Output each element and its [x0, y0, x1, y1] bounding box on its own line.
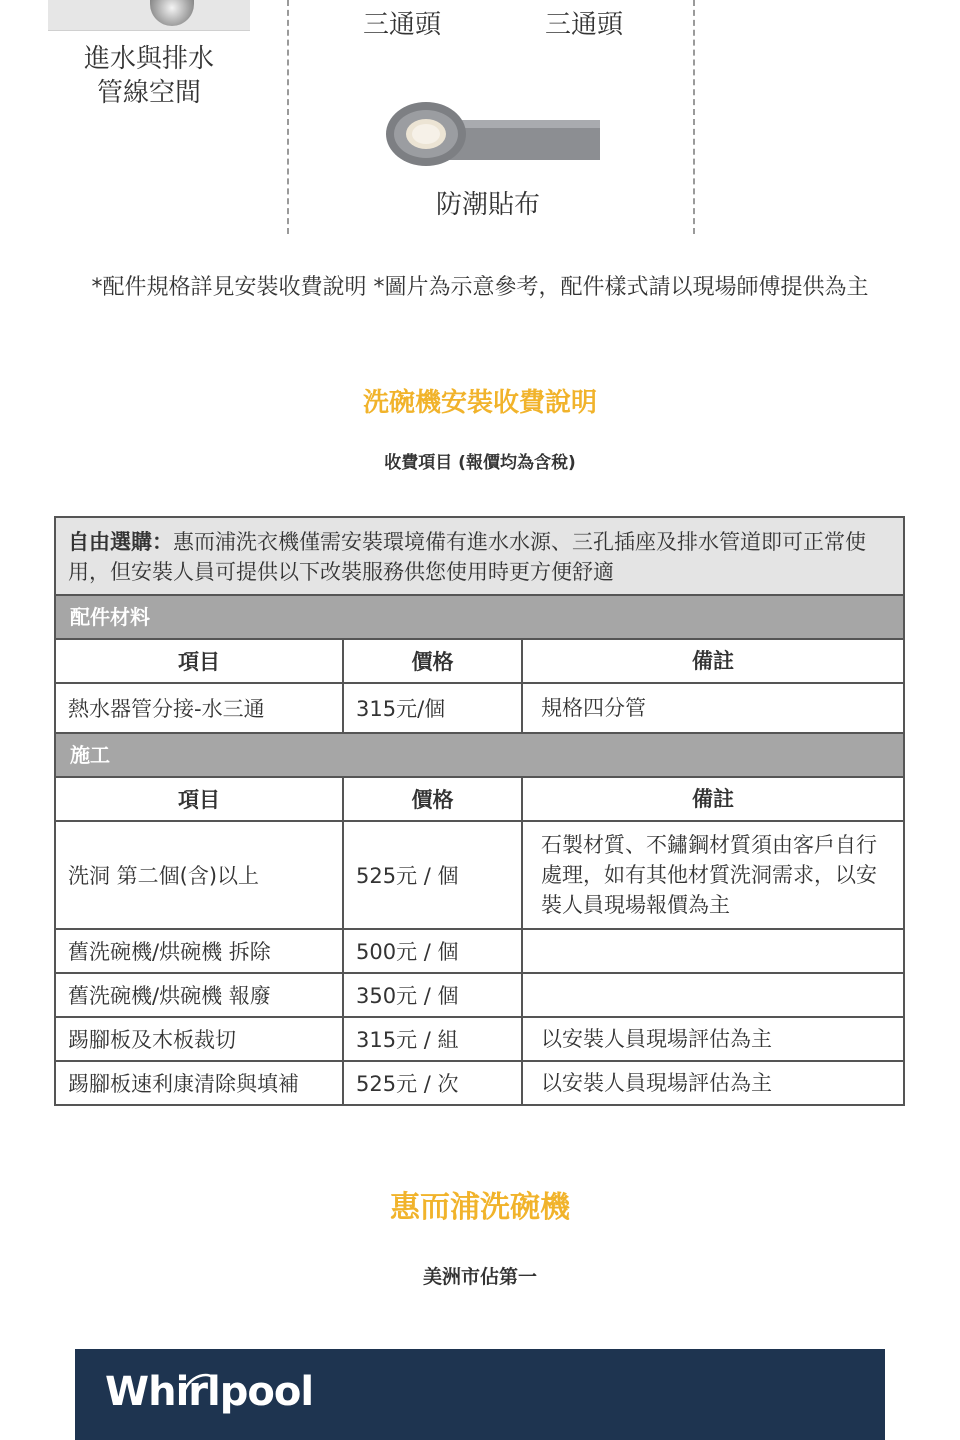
row-item: 踢腳板及木板裁切 — [56, 1018, 344, 1060]
header-note: 備註 — [692, 649, 734, 673]
row-item: 熱水器管分接-水三通 — [56, 684, 344, 732]
row-item: 踢腳板速利康清除與填補 — [56, 1062, 344, 1104]
tee-right-label: 三通頭 — [544, 10, 623, 40]
divider-right — [693, 0, 695, 234]
header-note: 備註 — [692, 787, 734, 811]
fee-intro — [56, 518, 903, 596]
tape-label: 防潮貼布 — [435, 190, 540, 220]
row-price: 315元 / 組 — [344, 1018, 523, 1060]
row-price: 500元 / 個 — [344, 930, 523, 972]
row-note: 以安裝人員現場評估為主 — [541, 1071, 772, 1095]
row-note — [523, 974, 903, 1016]
header-price: 價格 — [344, 778, 523, 820]
header-price: 價格 — [344, 640, 523, 682]
header-item: 項目 — [56, 640, 344, 682]
row-note: 規格四分管 — [541, 696, 646, 720]
whirlpool-logo: Whirlpool — [105, 1369, 314, 1415]
table-row — [56, 1018, 903, 1062]
row-item: 舊洗碗機/烘碗機 報廢 — [56, 974, 344, 1016]
fee-intro-bold: 自由選購： — [68, 530, 173, 554]
row-note — [523, 930, 903, 972]
fee-table — [54, 516, 905, 1106]
row-note: 以安裝人員現場評估為主 — [541, 1027, 772, 1051]
parts-band: 配件材料 — [56, 596, 903, 640]
divider-left — [287, 0, 289, 234]
work-header-row — [56, 778, 903, 822]
water-pipe-photo — [48, 0, 250, 31]
table-row — [56, 684, 903, 734]
parts-header-row — [56, 640, 903, 684]
row-price: 350元 / 個 — [344, 974, 523, 1016]
whirlpool-banner — [75, 1349, 885, 1440]
fee-section-subtitle: 收費項目 (報價均為含稅) — [384, 453, 576, 473]
row-item: 舊洗碗機/烘碗機 拆除 — [56, 930, 344, 972]
fee-intro-text: 惠而浦洗衣機僅需安裝環境備有進水水源、三孔插座及排水管道即可正常使用，但安裝人員可提供以下改裝服務供您使用時更方便舒適 — [68, 530, 866, 584]
row-note: 石製材質、不鏽鋼材質須由客戶自行處理，如有其他材質洗洞需求，以安裝人員現場報價為主 — [541, 833, 877, 917]
header-item: 項目 — [56, 778, 344, 820]
moisture-tape-icon — [384, 96, 604, 168]
fee-section-title: 洗碗機安裝收費說明 — [362, 388, 597, 418]
brand-subtitle: 美洲市佔第一 — [422, 1266, 537, 1288]
logo-swoosh-icon — [175, 1365, 235, 1425]
row-price: 525元 / 個 — [344, 822, 523, 928]
water-space-label: 進水與排水 管線空間 — [83, 44, 214, 108]
row-price: 525元 / 次 — [344, 1062, 523, 1104]
table-row — [56, 1062, 903, 1104]
row-price: 315元/個 — [344, 684, 523, 732]
table-row — [56, 974, 903, 1018]
work-band: 施工 — [56, 734, 903, 778]
accessory-note: *配件規格詳見安裝收費說明 *圖片為示意參考，配件樣式請以現場師傅提供為主 — [91, 275, 869, 300]
table-row — [56, 822, 903, 930]
table-row — [56, 930, 903, 974]
brand-title: 惠而浦洗碗機 — [390, 1190, 570, 1225]
tee-left-label: 三通頭 — [362, 10, 441, 40]
row-item: 洗洞 第二個(含)以上 — [56, 822, 344, 928]
